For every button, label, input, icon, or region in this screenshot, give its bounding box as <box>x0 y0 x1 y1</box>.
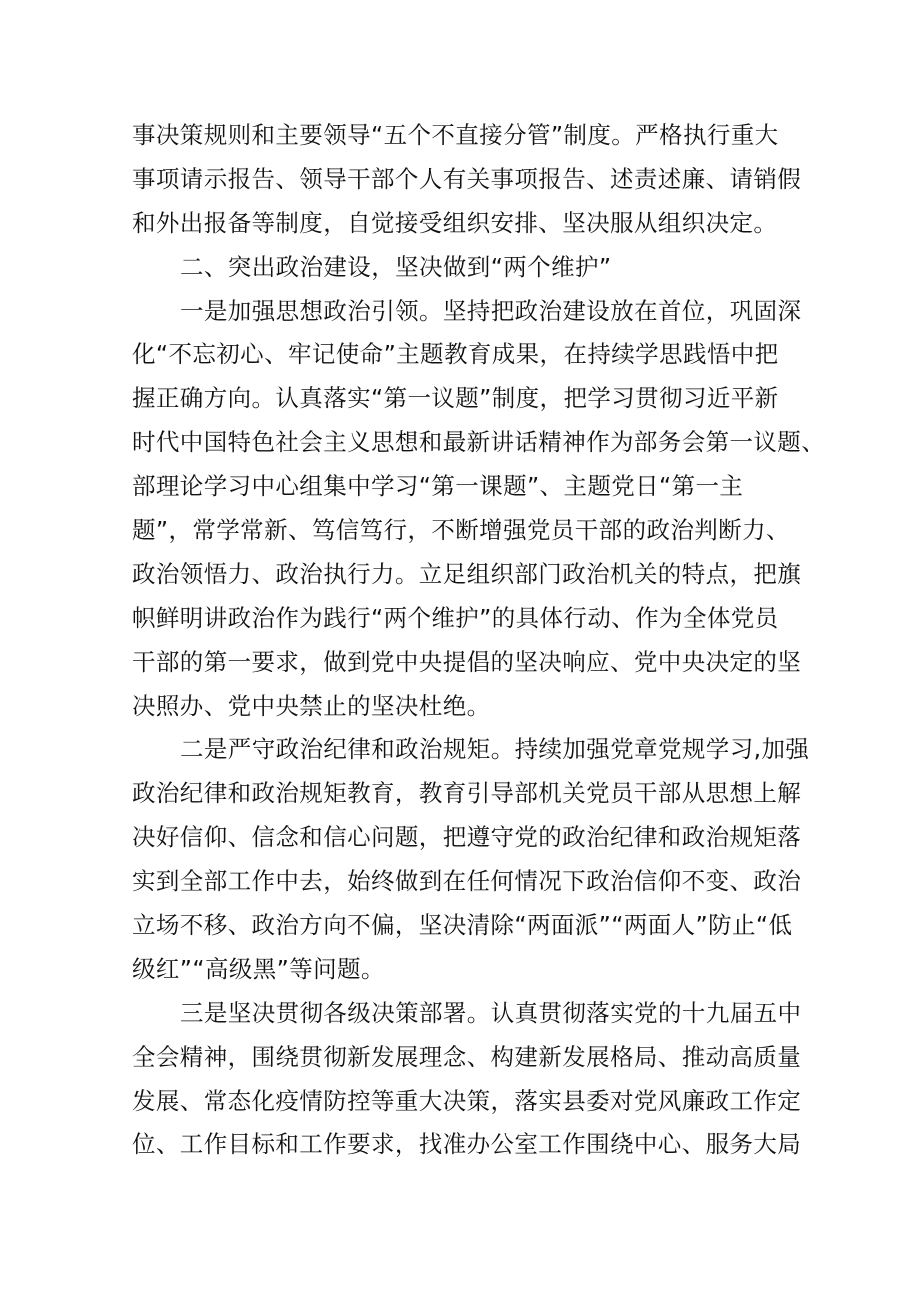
paragraph-line: 级红”“高级黑”等问题。 <box>132 954 385 983</box>
document-body <box>132 114 826 1167</box>
paragraph-first-line: 一是加强思想政治引领。坚持把政治建设放在首位，巩固深 <box>180 296 802 325</box>
paragraph-line: 题”，常学常新、笃信笃行，不断增强党员干部的政治判断力、 <box>132 516 790 545</box>
paragraph-line: 化“不忘初心、牢记使命”主题教育成果，在持续学思践悟中把 <box>132 340 779 369</box>
paragraph-line: 政治纪律和政治规矩教育，教育引导部机关党员干部从思想上解 <box>132 779 802 808</box>
paragraph-line: 全会精神，围绕贯彻新发展理念、构建新发展格局、推动高质量 <box>132 1042 802 1071</box>
paragraph-line: 政治领悟力、政治执行力。立足组织部门政治机关的特点，把旗 <box>132 559 802 588</box>
paragraph-line: 事项请示报告、领导干部个人有关事项报告、述责述廉、请销假 <box>132 164 802 193</box>
paragraph-line: 位、工作目标和工作要求，找准办公室工作围绕中心、服务大局 <box>132 1130 802 1159</box>
paragraph-line: 立场不移、政治方向不偏，坚决清除“两面派”“两面人”防止“低 <box>132 911 793 940</box>
paragraph-line: 决好信仰、信念和信心问题，把遵守党的政治纪律和政治规矩落 <box>132 823 802 852</box>
paragraph-line: 和外出报备等制度，自觉接受组织安排、坚决服从组织决定。 <box>132 208 778 237</box>
paragraph-first-line: 三是坚决贯彻各级决策部署。认真贯彻落实党的十九届五中 <box>180 998 802 1027</box>
paragraph-line: 部理论学习中心组集中学习“第一课题”、主题党日“第一主 <box>132 472 744 501</box>
section-heading: 二、突出政治建设，坚决做到“两个维护” <box>180 252 612 281</box>
paragraph-line: 决照办、党中央禁止的坚决杜绝。 <box>132 691 491 720</box>
paragraph-line: 发展、常态化疫情防控等重大决策，落实县委对党风廉政工作定 <box>132 1086 802 1115</box>
paragraph-line: 时代中国特色社会主义思想和最新讲话精神作为部务会第一议题、 <box>132 428 826 457</box>
paragraph-line: 干部的第一要求，做到党中央提倡的坚决响应、党中央决定的坚 <box>132 647 802 676</box>
paragraph-line: 握正确方向。认真落实“第一议题”制度，把学习贯彻习近平新 <box>132 384 779 413</box>
paragraph-line: 事决策规则和主要领导“五个不直接分管”制度。严格执行重大 <box>132 121 779 149</box>
paragraph-line: 帜鲜明讲政治作为践行“两个维护”的具体行动、作为全体党员 <box>132 603 779 632</box>
paragraph-first-line: 二是严守政治纪律和政治规矩。持续加强党章党规学习,加强 <box>180 735 810 764</box>
paragraph-line: 实到全部工作中去，始终做到在任何情况下政治信仰不变、政治 <box>132 867 802 896</box>
